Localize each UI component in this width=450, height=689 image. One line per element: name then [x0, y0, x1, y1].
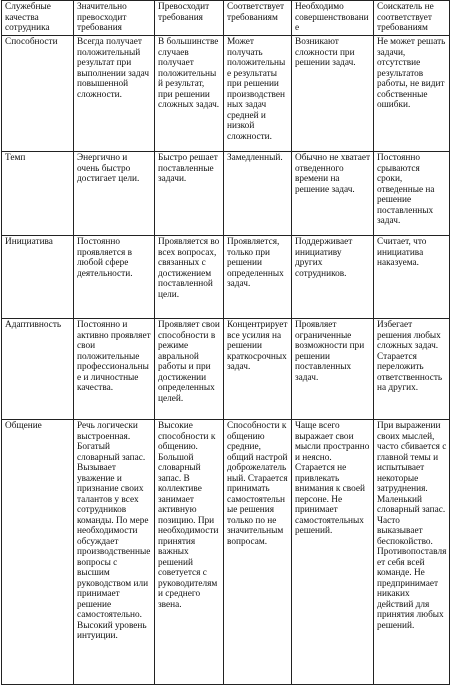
table-cell: В большинстве случаев получает положительный результат, при решении сложных задач.	[155, 36, 224, 152]
header-cell-does-not-meet: Соискатель не соответствует требованиям	[374, 1, 450, 36]
table-row	[2, 236, 450, 319]
table-row	[2, 319, 450, 420]
table-row	[2, 420, 450, 685]
table-cell: Может получать положительные результаты при решении производственных задач средней и низкой сложности.	[224, 36, 292, 152]
table-cell: Проявляется, только при решении определенных задач.	[224, 236, 292, 319]
table-cell: Речь логически выстроенная. Богатый словарный запас. Вызывает уважение и признание своих талантов у всех сотрудников команды. По мере необходимости обсуждает производственные вопросы с высшим руководством или принимает решение самостоятельно. Высокий уровень интуиции.	[74, 420, 155, 685]
table-cell: Обычно не хватает отведенного времени на решение задач.	[292, 152, 374, 236]
table-cell: Постоянно проявляется в любой сфере деятельности.	[74, 236, 155, 319]
table-cell: Всегда получает положительный результат при выполнении задач повышенной сложности.	[74, 36, 155, 152]
table-cell: Проявляется во всех вопросах, связанных с достижением поставленной цели.	[155, 236, 224, 319]
header-cell-far-exceeds: Значительно превосходит требования	[74, 1, 155, 36]
header-cell-exceeds: Превосходит требования	[155, 1, 224, 36]
table-cell: Проявляет ограниченные возможности при решении поставленных задач.	[292, 319, 374, 420]
row-label: Темп	[2, 152, 74, 236]
table-cell: Проявляет свои способности в режиме авральной работы и при достижении определенных целей.	[155, 319, 224, 420]
row-label: Общение	[2, 420, 74, 685]
table-row	[2, 152, 450, 236]
table-cell: При выражении своих мыслей, часто сбивается с главной темы и испытывает некоторые затруднения. Маленький словарный запас. Часто выказывает беспокойство. Противопоставляет себя всей команде. Не предпринимает никаких действий для принятия любых решений.	[374, 420, 450, 685]
row-label: Способности	[2, 36, 74, 152]
table-row	[2, 36, 450, 152]
header-cell-quality: Служебные качества сотрудника	[2, 1, 74, 36]
table-cell: Постоянно и активно проявляет свои положительные профессиональные и личностные качества.	[74, 319, 155, 420]
table-cell: Замедленный.	[224, 152, 292, 236]
table-cell: Не может решать задачи, отсутствие результатов работы, не видит собственные ошибки.	[374, 36, 450, 152]
table-cell: Концентрирует все усилия на решении краткосрочных задач.	[224, 319, 292, 420]
table-cell: Высокие способности к общению. Большой словарный запас. В коллективе занимает активную позицию. При необходимости принятия важных решений советуется с руководителями среднего звена.	[155, 420, 224, 685]
table-cell: Энергично и очень быстро достигает цели.	[74, 152, 155, 236]
row-label: Инициатива	[2, 236, 74, 319]
table-cell: Избегает решения любых сложных задач. Старается переложить ответственность на других.	[374, 319, 450, 420]
table-cell: Чаще всего выражает свои мысли пространно и неясно. Старается не привлекать внимания к своей персоне. Не принимает самостоятельных решений.	[292, 420, 374, 685]
row-label: Адаптивность	[2, 319, 74, 420]
table-cell: Считает, что инициатива наказуема.	[374, 236, 450, 319]
evaluation-table	[1, 0, 450, 685]
table-cell: Постоянно срываются сроки, отведенные на решение поставленных задач.	[374, 152, 450, 236]
table-cell: Возникают сложности при решении задач.	[292, 36, 374, 152]
header-cell-meets: Соответствует требованиям	[224, 1, 292, 36]
header-cell-needs-improvement: Необходимо совершенствование	[292, 1, 374, 36]
table-cell: Быстро решает поставленные задачи.	[155, 152, 224, 236]
table-cell: Поддерживает инициативу других сотрудников.	[292, 236, 374, 319]
table-header-row	[2, 1, 450, 36]
table-cell: Способности к общению средние, общий настрой доброжелательный. Старается принимать самостоятельные решения только по не значительным вопросам.	[224, 420, 292, 685]
